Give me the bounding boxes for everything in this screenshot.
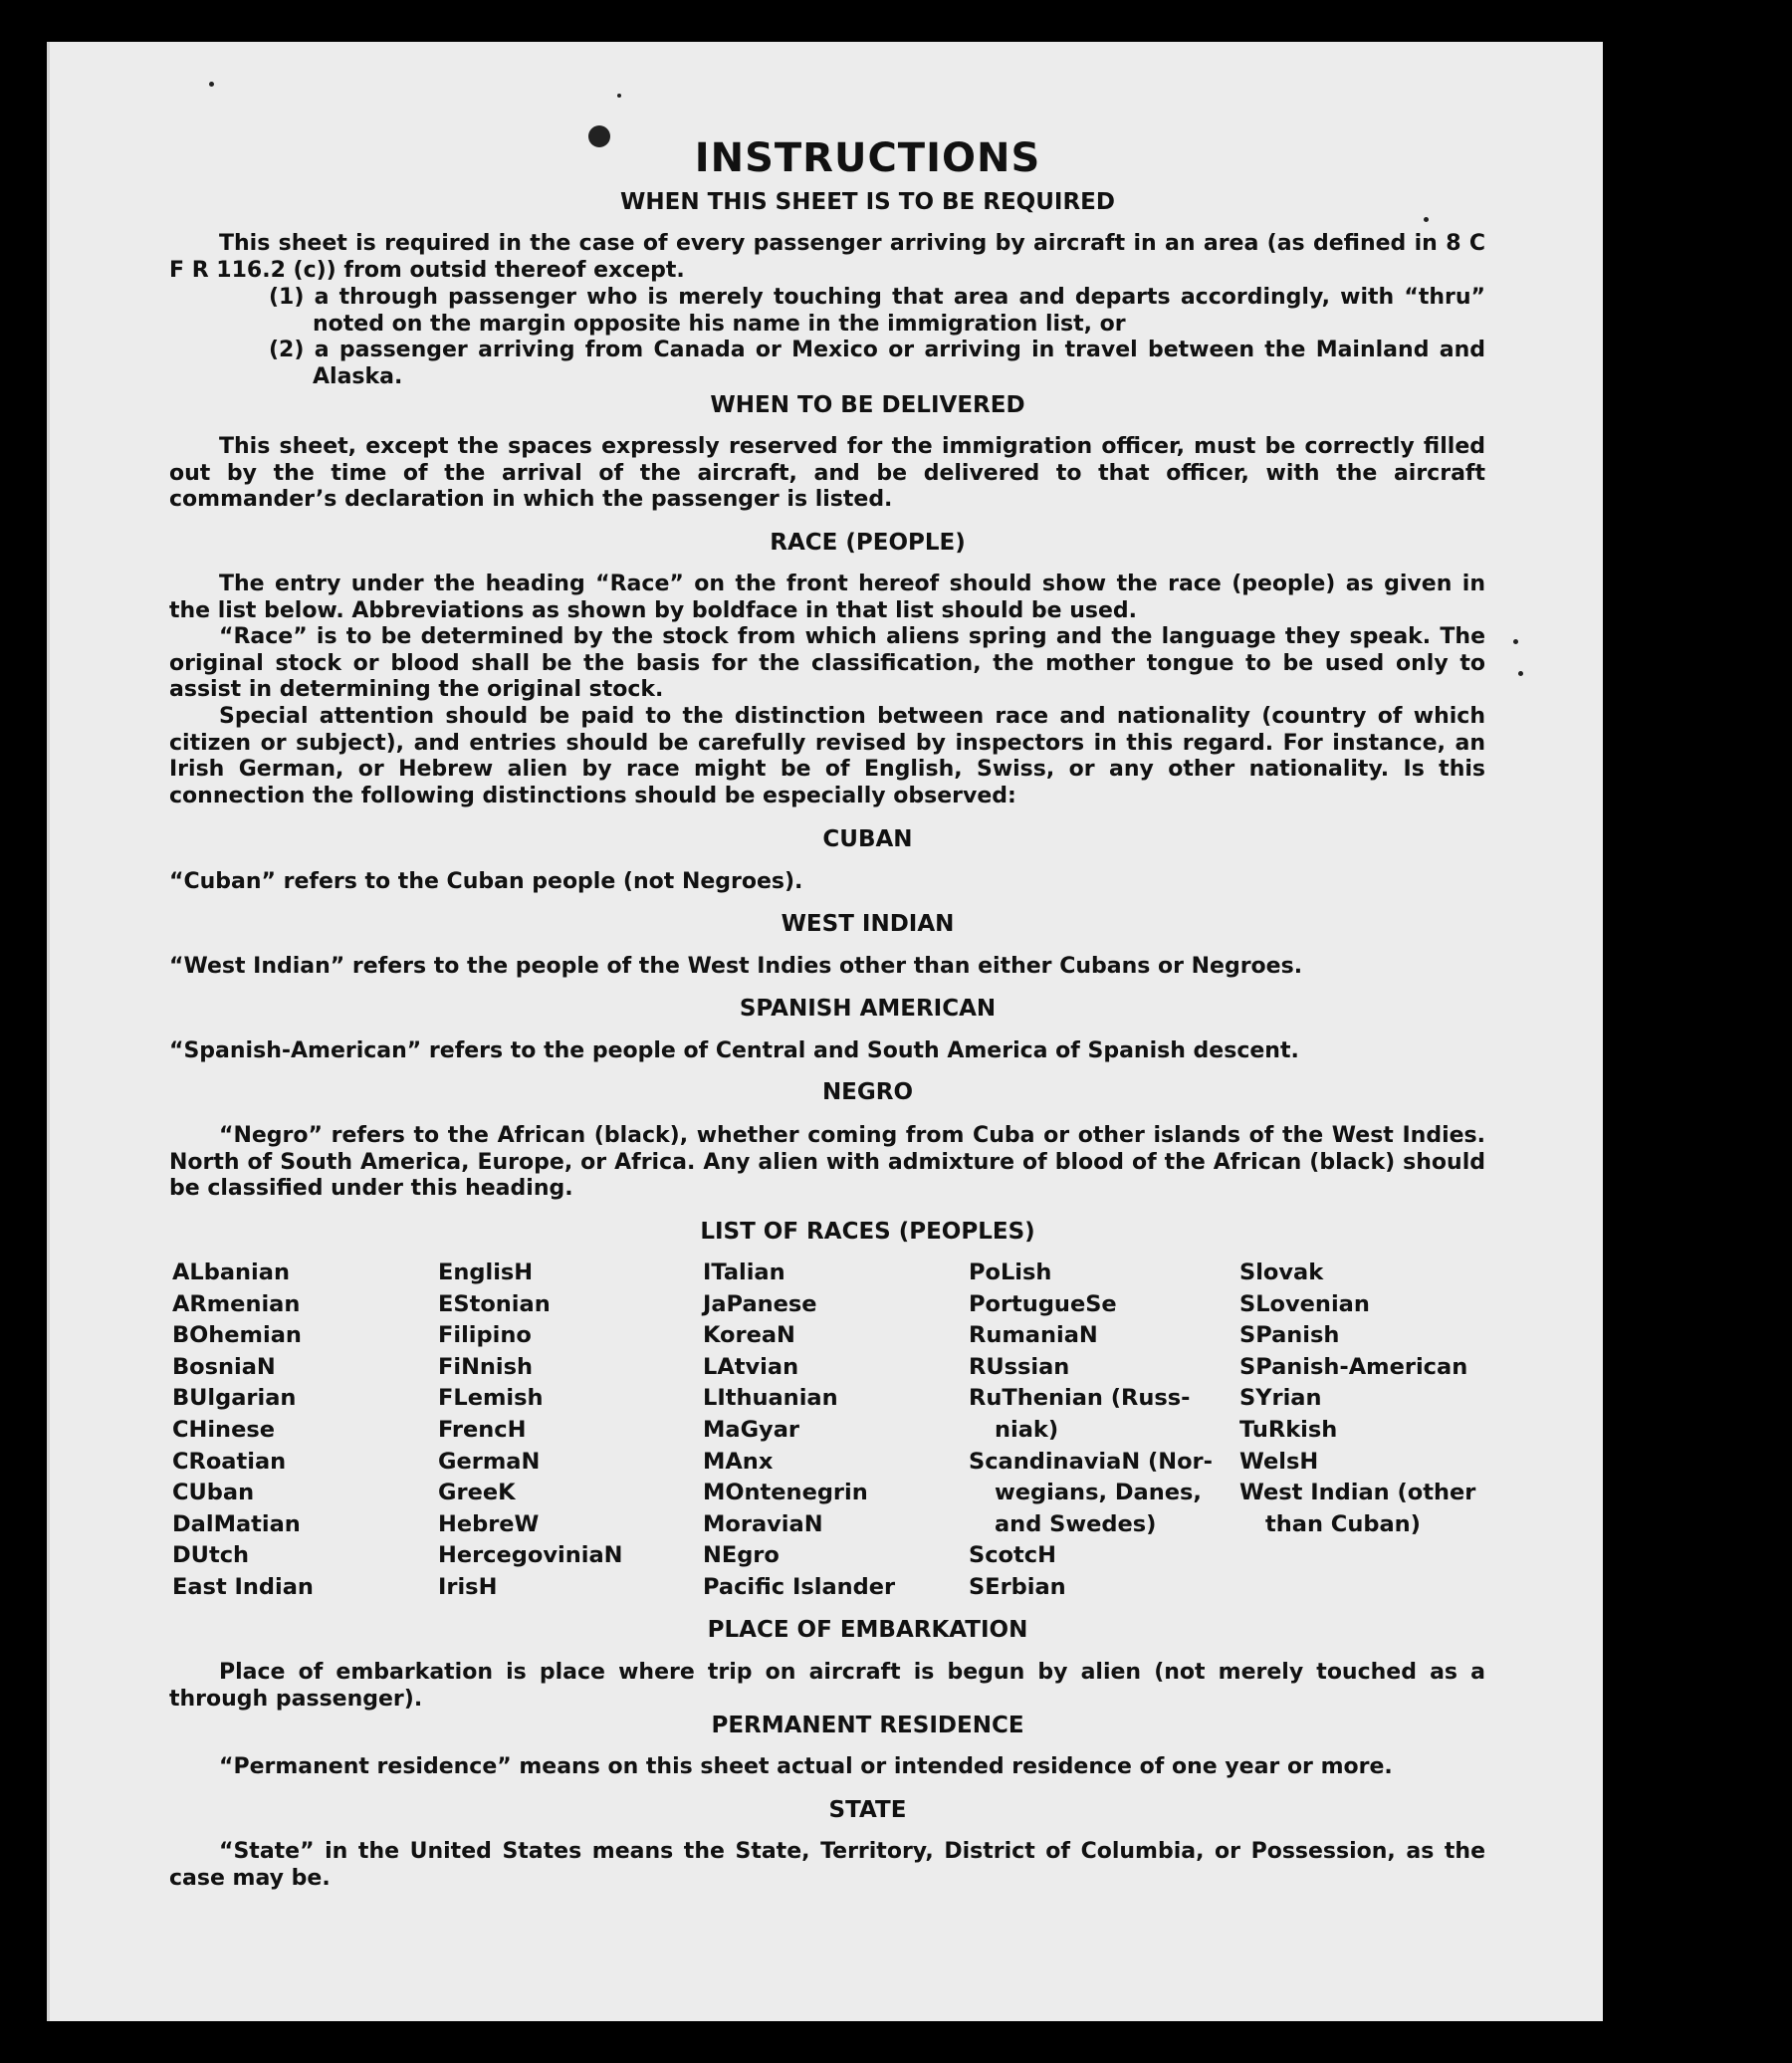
race-entry: HebreW: [438, 1510, 540, 1537]
required-item-2: (2) a passenger arriving from Canada or Mexico or arriving in travel between the Mainland and Alaska.: [269, 338, 1485, 389]
ink-speck: [1424, 217, 1429, 222]
document-page: [47, 42, 1603, 2021]
race-entry-continuation: and Swedes): [995, 1510, 1157, 1537]
race-entry: CUban: [172, 1480, 255, 1506]
heading-spanish-american: SPANISH AMERICAN: [739, 996, 997, 1022]
race-entry: CRoatian: [172, 1448, 287, 1475]
embarkation-text: Place of embarkation is place where trip on aircraft is begun by alien (not merely touched as a through passenger).: [169, 1660, 1485, 1712]
race-entry: RuThenian (Russ-: [969, 1385, 1191, 1412]
race-entry: IrisH: [438, 1573, 498, 1600]
race-entry-continuation: than Cuban): [1265, 1510, 1421, 1537]
required-intro: This sheet is required in the case of every passenger arriving by aircraft in an area (as defined in 8 C F R 116.2 (c)) from outsid thereof except.: [169, 231, 1485, 283]
race-paragraph-3: Special attention should be paid to the distinction between race and nationality (country of which citizen or subject), and entries should be carefully revised by inspectors in this regard. For instance, an Irish German, or Hebrew alien by race might be of English, Swiss, or any other nationality. Is this connection the following distinctions should be especially observed:: [169, 704, 1485, 808]
race-entry: PoLish: [969, 1260, 1052, 1285]
delivered-text: This sheet, except the spaces expressly reserved for the immigration officer, must be correctly filled out by the time of the arrival of the aircraft, and be delivered to that officer, with the aircraft commander’s declaration in which the passenger is listed.: [169, 434, 1485, 512]
race-list-column-1: [172, 1258, 431, 1604]
heading-list-of-races: LIST OF RACES (PEOPLES): [700, 1219, 1035, 1245]
race-entry: TuRkish: [1239, 1416, 1338, 1443]
race-list-column-3: [703, 1258, 962, 1604]
heading-permanent-residence: PERMANENT RESIDENCE: [711, 1713, 1024, 1738]
race-paragraph-2: “Race” is to be determined by the stock from which aliens spring and the language they speak. The original stock or blood shall be the basis for the classification, the mother tongue to be used only to assist in determining the original stock.: [169, 624, 1485, 702]
race-entry: DUtch: [172, 1542, 250, 1569]
race-entry: MAnx: [703, 1448, 774, 1475]
spanish-american-text: “Spanish-American” refers to the people of Central and South America of Spanish descent.: [169, 1038, 1299, 1063]
race-entry: FLemish: [438, 1385, 544, 1412]
west-indian-text: “West Indian” refers to the people of the West Indies other than either Cubans or Negroes.: [169, 954, 1303, 979]
race-entry: Filipino: [438, 1322, 532, 1349]
race-entry: BOhemian: [172, 1322, 302, 1349]
race-entry: MOntenegrin: [703, 1480, 868, 1506]
race-entry: SErbian: [969, 1573, 1066, 1600]
page-title: INSTRUCTIONS: [694, 135, 1041, 181]
race-entry: EStonian: [438, 1290, 551, 1317]
ink-speck: [1518, 671, 1523, 676]
race-entry: RumaniaN: [969, 1322, 1098, 1349]
heading-when-required: WHEN THIS SHEET IS TO BE REQUIRED: [620, 189, 1115, 215]
negro-text: “Negro” refers to the African (black), whether coming from Cuba or other islands of the West Indies. North of South America, Europe, or Africa. Any alien with admixture of blood of the African (black) should be classified under this heading.: [169, 1123, 1485, 1201]
race-entry: JaPanese: [703, 1290, 817, 1317]
race-entry: ScotcH: [969, 1542, 1056, 1569]
ink-speck: [617, 94, 621, 98]
ink-speck: [1513, 639, 1518, 644]
race-entry: ScandinaviaN (Nor-: [969, 1448, 1213, 1475]
race-entry: FrencH: [438, 1416, 527, 1443]
race-entry: EnglisH: [438, 1260, 534, 1285]
race-entry: West Indian (other: [1239, 1480, 1476, 1506]
heading-race: RACE (PEOPLE): [770, 530, 966, 556]
race-entry: SLovenian: [1239, 1290, 1370, 1317]
heading-negro: NEGRO: [821, 1079, 914, 1105]
race-entry: LIthuanian: [703, 1385, 838, 1412]
heading-state: STATE: [828, 1797, 907, 1823]
heading-when-delivered: WHEN TO BE DELIVERED: [710, 392, 1025, 418]
race-entry: MoraviaN: [703, 1510, 823, 1537]
race-entry: NEgro: [703, 1542, 780, 1569]
race-entry: BosniaN: [172, 1353, 276, 1380]
race-entry: SYrian: [1239, 1385, 1322, 1412]
race-entry: SPanish: [1239, 1322, 1340, 1349]
race-entry: PortugueSe: [969, 1290, 1117, 1317]
race-entry: East Indian: [172, 1573, 314, 1600]
race-entry: Slovak: [1239, 1260, 1324, 1285]
race-entry-continuation: wegians, Danes,: [995, 1480, 1202, 1506]
residence-text: “Permanent residence” means on this sheet actual or intended residence of one year or more.: [219, 1754, 1393, 1779]
race-paragraph-1: The entry under the heading “Race” on the front hereof should show the race (people) as given in the list below. Abbreviations as shown by boldface in that list should be used.: [169, 572, 1485, 623]
state-text: “State” in the United States means the State, Territory, District of Columbia, or Possession, as the case may be.: [169, 1839, 1485, 1891]
race-entry: GreeK: [438, 1480, 516, 1506]
race-entry: RUssian: [969, 1353, 1070, 1380]
heading-place-of-embarkation: PLACE OF EMBARKATION: [707, 1617, 1028, 1643]
race-entry: CHinese: [172, 1416, 275, 1443]
race-entry: ALbanian: [172, 1260, 290, 1285]
race-entry: BUlgarian: [172, 1385, 297, 1412]
heading-west-indian: WEST INDIAN: [781, 911, 955, 937]
race-entry: WelsH: [1239, 1448, 1319, 1475]
race-entry: FiNnish: [438, 1353, 534, 1380]
race-entry: LAtvian: [703, 1353, 799, 1380]
race-entry: KoreaN: [703, 1322, 795, 1349]
race-entry: ITalian: [703, 1260, 785, 1285]
cuban-text: “Cuban” refers to the Cuban people (not Negroes).: [169, 869, 803, 894]
race-entry: ARmenian: [172, 1290, 301, 1317]
race-list-column-5: [1239, 1258, 1498, 1540]
race-entry-continuation: niak): [995, 1416, 1059, 1443]
race-entry: DalMatian: [172, 1510, 301, 1537]
race-entry: HercegoviniaN: [438, 1542, 623, 1569]
race-entry: SPanish-American: [1239, 1353, 1468, 1380]
race-entry: Pacific Islander: [703, 1573, 896, 1600]
required-item-1: (1) a through passenger who is merely touching that area and departs accordingly, with “thru” noted on the margin opposite his name in the immigration list, or: [269, 285, 1485, 337]
race-list-column-2: [438, 1258, 697, 1604]
race-entry: GermaN: [438, 1448, 541, 1475]
race-list-column-4: [969, 1258, 1228, 1604]
ink-speck: [209, 82, 214, 87]
heading-cuban: CUBAN: [822, 826, 913, 852]
race-entry: MaGyar: [703, 1416, 799, 1443]
